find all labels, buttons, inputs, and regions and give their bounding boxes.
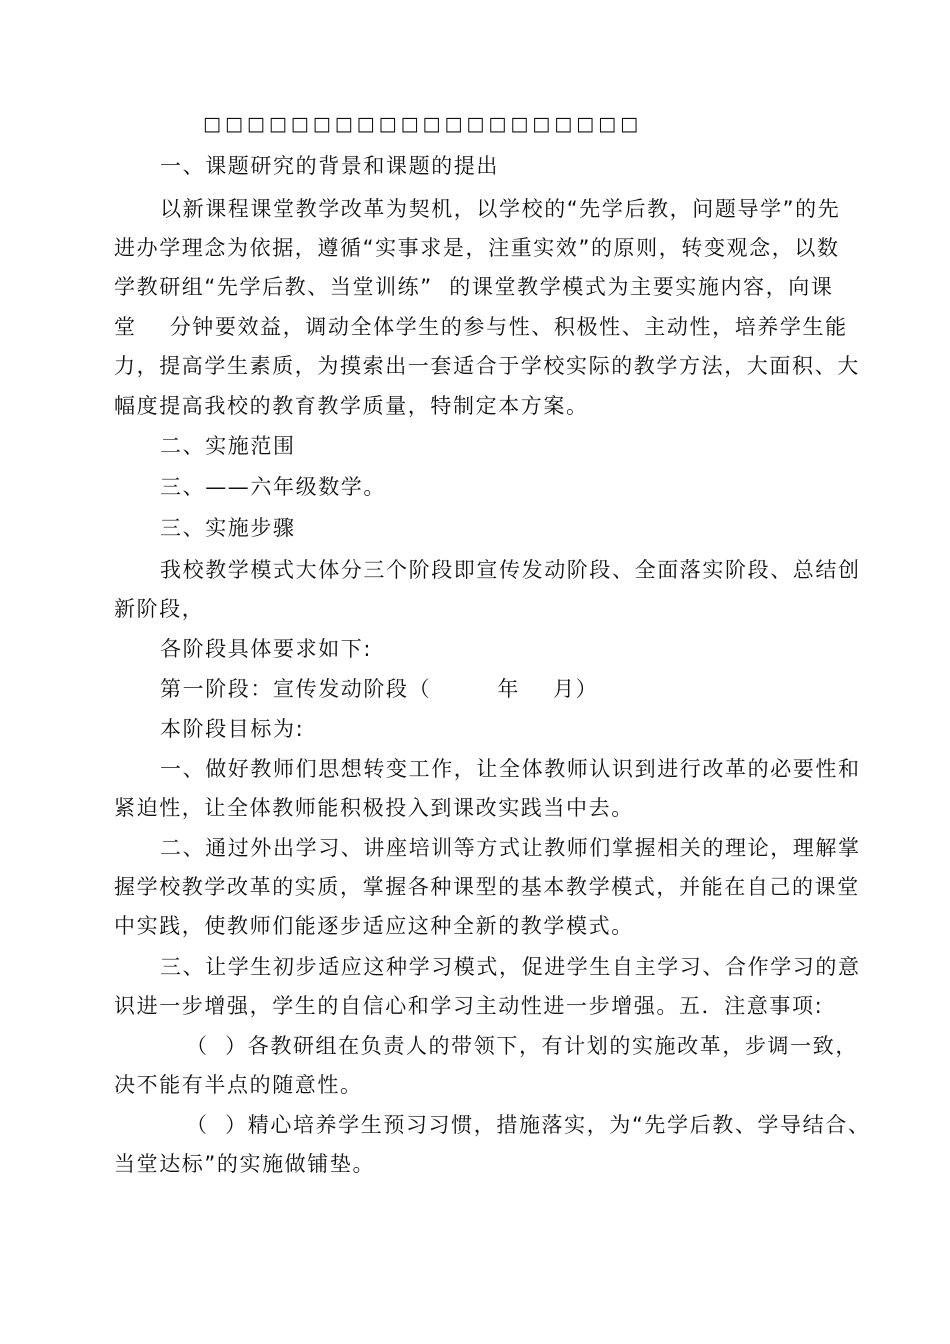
paragraph-line: 一、做好教师们思想转变工作，让全体教师认识到进行改革的必要性和 (160, 757, 861, 781)
paragraph-line: 三、——六年级数学。 (160, 475, 386, 499)
paragraph-line: 三、让学生初步适应这种学习模式，促进学生自主学习、合作学习的意 (160, 955, 861, 979)
paragraph-line: 堂 分钟要效益，调动全体学生的参与性、积极性、主动性，培养学生能 (114, 315, 848, 339)
paragraph-line: 学教研组“先学后教、当堂训练” 的课堂教学模式为主要实施内容，向课 (114, 275, 834, 299)
paragraph-line: 决不能有半点的随意性。 (114, 1073, 363, 1097)
document-title: □□□□□□□□□□□□□□□□□□□□ (203, 113, 643, 135)
paragraph-line: 紧迫性，让全体教师能积极投入到课改实践当中去。 (114, 796, 634, 820)
paragraph-line: 中实践，使教师们能逐步适应这种全新的教学模式。 (114, 914, 634, 938)
paragraph-line: （ ）各教研组在负责人的带领下，有计划的实施改革，步调一致， (186, 1034, 858, 1058)
paragraph-line: 幅度提高我校的教育教学质量，特制定本方案。 (114, 394, 589, 418)
section-heading-steps: 三、实施步骤 (160, 516, 296, 540)
paragraph-line: 力，提高学生素质，为摸索出一套适合于学校实际的教学方法，大面积、大 (114, 354, 860, 378)
paragraph-line: 进办学理念为依据，遵循“实事求是，注重实效”的原则，转变观念，以数 (114, 236, 840, 260)
paragraph-line: 握学校教学改革的实质，掌握各种课型的基本教学模式，并能在自己的课堂 (114, 875, 860, 899)
section-heading-background: 一、课题研究的背景和课题的提出 (160, 154, 499, 178)
paragraph-line: 当堂达标”的实施做铺垫。 (114, 1152, 376, 1176)
paragraph-line: 二、通过外出学习、讲座培训等方式让教师们掌握相关的理论，理解掌 (160, 836, 861, 860)
paragraph-line: 各阶段具体要求如下: (160, 637, 373, 661)
paragraph-line: （ ）精心培养学生预习习惯，措施落实，为“先学后教、学导结合、 (186, 1113, 871, 1137)
paragraph-line: 我校教学模式大体分三个阶段即宣传发动阶段、全面落实阶段、总结创 (160, 558, 861, 582)
paragraph-line: 本阶段目标为: (160, 717, 305, 741)
stage-heading: 第一阶段：宣传发动阶段（ 年 月） (160, 677, 599, 701)
paragraph-line: 新阶段， (114, 597, 205, 621)
paragraph-line: 以新课程课堂教学改革为契机，以学校的“先学后教，问题导学”的先 (160, 197, 841, 221)
paragraph-line: 识进一步增强，学生的自信心和学习主动性进一步增强。五．注意事项: (114, 994, 824, 1018)
section-heading-scope: 二、实施范围 (160, 434, 296, 458)
